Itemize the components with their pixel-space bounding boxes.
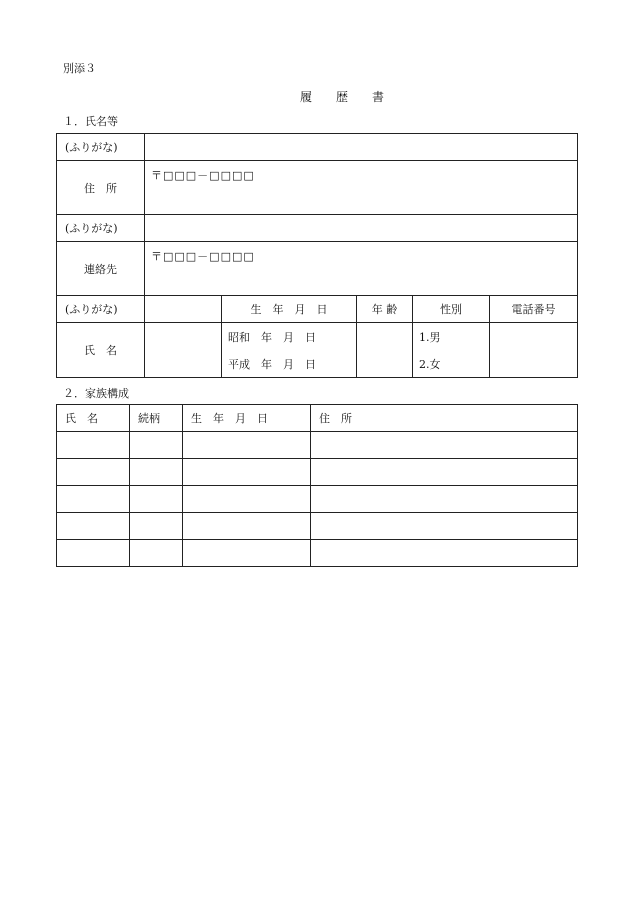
family-relation-cell[interactable]: [130, 540, 183, 567]
attachment-label: 別添３: [63, 62, 96, 75]
table-row: [57, 486, 578, 513]
family-address-cell[interactable]: [311, 513, 578, 540]
family-col-dob: 生 年 月 日: [183, 405, 311, 432]
name-field[interactable]: [145, 323, 222, 378]
gender-field[interactable]: [413, 323, 490, 378]
furigana-field-contact[interactable]: [145, 215, 578, 242]
address-label: 住 所: [57, 161, 145, 215]
table-row: [57, 513, 578, 540]
family-dob-cell[interactable]: [183, 486, 311, 513]
family-name-cell[interactable]: [57, 432, 130, 459]
contact-field[interactable]: [145, 242, 578, 296]
section1-heading: １．氏名等: [63, 115, 118, 128]
table-row: [57, 459, 578, 486]
family-col-name: 氏 名: [57, 405, 130, 432]
family-dob-cell[interactable]: [183, 540, 311, 567]
era-heisei: 平成 年 月 日: [228, 357, 316, 371]
section2-heading: ２．家族構成: [63, 387, 129, 400]
dob-header: 生 年 月 日: [222, 296, 357, 323]
family-name-cell[interactable]: [57, 540, 130, 567]
family-relation-cell[interactable]: [130, 432, 183, 459]
furigana-field-name[interactable]: [145, 296, 222, 323]
furigana-label-name: (ふりがな): [57, 296, 145, 323]
family-name-cell[interactable]: [57, 513, 130, 540]
table-row: [57, 540, 578, 567]
phone-field[interactable]: [490, 323, 578, 378]
name-label: 氏 名: [57, 323, 145, 378]
family-address-cell[interactable]: [311, 432, 578, 459]
family-relation-cell[interactable]: [130, 513, 183, 540]
family-address-cell[interactable]: [311, 459, 578, 486]
gender-female: 2.女: [419, 357, 441, 371]
family-dob-cell[interactable]: [183, 459, 311, 486]
family-table: [56, 404, 578, 567]
gender-header: 性別: [413, 296, 490, 323]
postal-code-address: 〒□□□－□□□□: [151, 169, 255, 182]
gender-male: 1.男: [419, 330, 441, 344]
family-address-cell[interactable]: [311, 486, 578, 513]
contact-label: 連絡先: [57, 242, 145, 296]
phone-header: 電話番号: [490, 296, 578, 323]
family-col-relation: 続柄: [130, 405, 183, 432]
age-field[interactable]: [357, 323, 413, 378]
family-relation-cell[interactable]: [130, 459, 183, 486]
era-showa: 昭和 年 月 日: [228, 330, 316, 344]
postal-code-contact: 〒□□□－□□□□: [151, 250, 255, 263]
document-title: 履 歴 書: [300, 90, 385, 104]
dob-field[interactable]: [222, 323, 357, 378]
address-field[interactable]: [145, 161, 578, 215]
family-dob-cell[interactable]: [183, 432, 311, 459]
furigana-field-address[interactable]: [145, 134, 578, 161]
furigana-label-address: (ふりがな): [57, 134, 145, 161]
family-col-address: 住 所: [311, 405, 578, 432]
family-address-cell[interactable]: [311, 540, 578, 567]
age-header: 年 齢: [357, 296, 413, 323]
family-relation-cell[interactable]: [130, 486, 183, 513]
table-row: [57, 432, 578, 459]
personal-info-table: [56, 133, 578, 378]
furigana-label-contact: (ふりがな): [57, 215, 145, 242]
family-dob-cell[interactable]: [183, 513, 311, 540]
family-name-cell[interactable]: [57, 459, 130, 486]
family-name-cell[interactable]: [57, 486, 130, 513]
